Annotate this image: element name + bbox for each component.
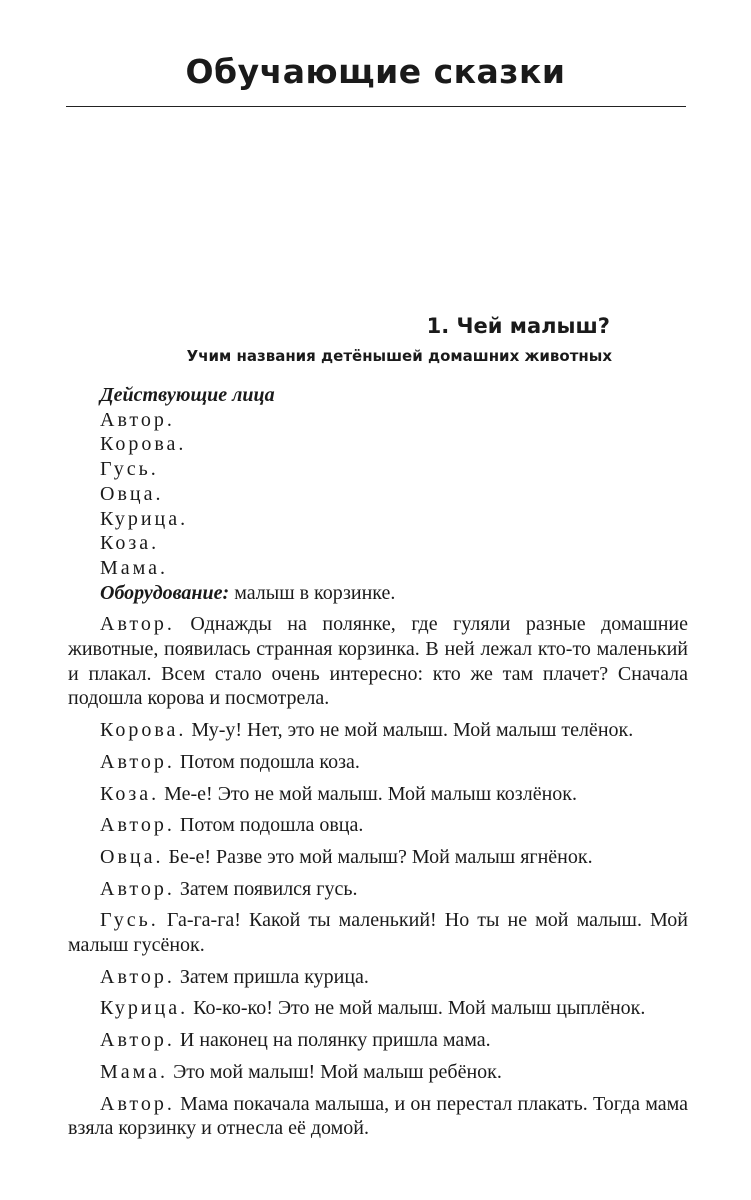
cast-item: Мама. [100,556,169,579]
speaker-name: Корова. [100,719,187,742]
speaker-name: Овца. [100,845,164,868]
speaker-name: Автор. [100,814,175,837]
equipment-label: Оборудование: [100,581,230,604]
line-text: Затем пришла курица. [179,965,369,988]
line-text: Ме-е! Это не мой малыш. Мой малыш козлёнок. [164,782,577,805]
line-text: Му-у! Нет, это не мой малыш. Мой малыш телёнок. [191,719,634,742]
line-text: Затем появился гусь. [179,877,358,900]
dialogue-line [68,908,688,957]
speaker-name: Автор. [100,750,175,773]
cast-item: Гусь. [100,458,159,481]
cast-list [68,408,688,581]
dialogue-line [68,750,688,775]
dialogue-line [68,877,688,902]
line-text: Потом подошла коза. [179,750,360,773]
speaker-name: Автор. [100,877,175,900]
line-text: Потом подошла овца. [179,814,364,837]
dialogue-line [68,845,688,870]
cast-item: Корова. [100,433,187,456]
dialogue-line [68,782,688,807]
cast-heading: Действующие лица [100,384,275,406]
dialogue-line [68,965,688,990]
line-text: Бе-е! Разве это мой малыш? Мой малыш ягнёнок. [168,845,593,868]
chapter-title: 1. Чей малыш? [426,314,610,338]
line-text: Однажды на полянке, где гуляли разные домашние животные, появилась странная корзинка. В ней лежал кто-то маленький и плакал. Всем стало очень интересно: кто же там плачет? Сначала подошла корова и посмотрела. [68,613,689,710]
dialogue-line [68,1028,688,1053]
dialogue-line [68,813,688,838]
line-text: Это мой малыш! Мой малыш ребёнок. [173,1060,502,1083]
equipment-text: малыш в корзинке. [234,581,396,604]
dialogue-line [68,996,688,1021]
dialogue-line [68,1060,688,1085]
equipment [68,581,688,606]
speaker-name: Автор. [100,1092,175,1115]
line-text: Мама покачала малыша, и он перестал плакать. Тогда мама взяла корзинку и отнесла её домой. [68,1092,689,1140]
speaker-name: Автор. [100,613,175,636]
speaker-name: Курица. [100,997,189,1020]
speaker-name: Мама. [100,1060,169,1083]
header-divider [66,106,686,107]
line-text: И наконец на полянку пришла мама. [179,1029,491,1052]
speaker-name: Коза. [100,782,160,805]
speaker-name: Автор. [100,1029,175,1052]
cast-item: Овца. [100,482,164,505]
dialogue-line [68,718,688,743]
cast-item: Курица. [100,507,189,530]
play-text [68,383,688,1141]
chapter-subtitle: Учим названия детёнышей домашних животных [186,347,612,365]
cast-item: Автор. [100,408,175,431]
page-header-title: Обучающие сказки [185,52,566,91]
line-text: Ко-ко-ко! Это не мой малыш. Мой малыш цыплёнок. [193,997,646,1020]
speaker-name: Автор. [100,965,175,988]
dialogue-line [68,612,688,711]
line-text: Га-га-га! Какой ты маленький! Но ты не мой малыш. Мой малыш гусёнок. [68,909,689,957]
speaker-name: Гусь. [100,909,159,932]
dialogue-line [68,1092,688,1141]
cast-item: Коза. [100,532,160,555]
